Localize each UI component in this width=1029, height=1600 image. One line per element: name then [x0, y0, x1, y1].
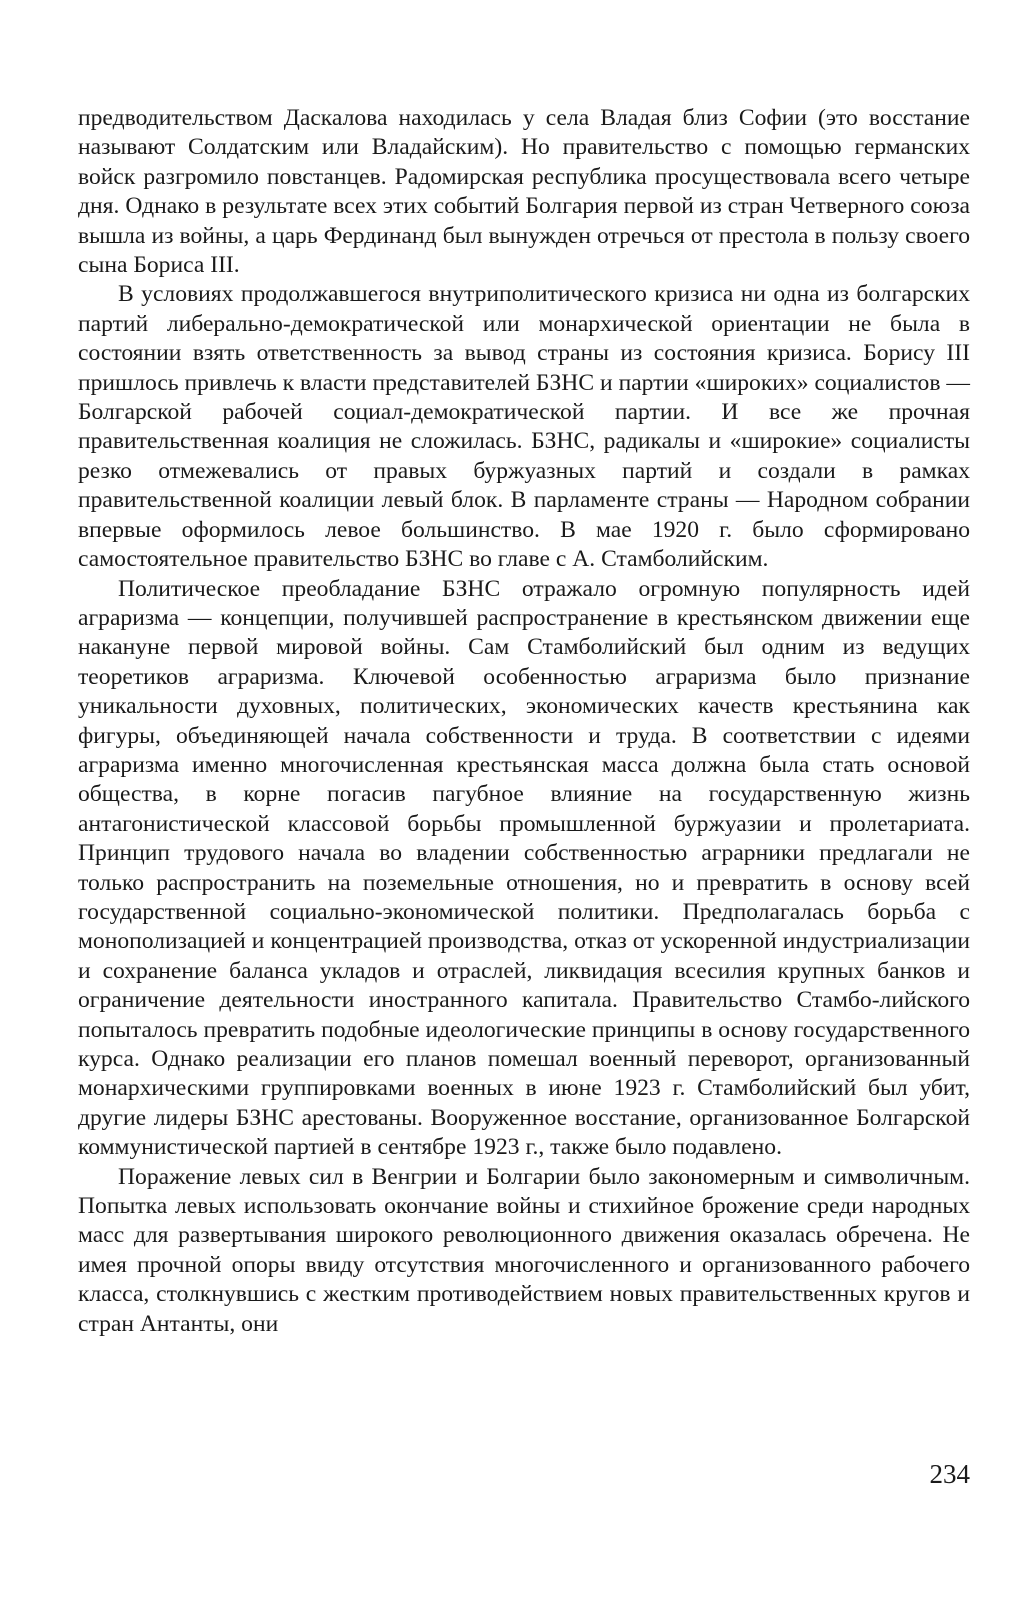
paragraph-continuation: предводительством Даскалова находилась у села Владая близ Софии (это восстание называют Солдатским или Владайским). Но правительство с помощью германских войск разгромило повстанцев. Радомирская республика просуществовала всего четыре дня. Однако в результате всех этих событий Болгария первой из стран Четверного союза вышла из войны, а царь Фердинанд был вынужден отречься от престола в пользу своего сына Бориса III. [78, 105, 970, 279]
page-body [78, 104, 970, 1339]
paragraph-political-crisis: В условиях продолжавшегося внутриполитического кризиса ни одна из болгарских партий либерально-демократической или монархической ориентации не была в состоянии взять ответственность за вывод страны из состояния кризиса. Борису III пришлось привлечь к власти представителей БЗНС и партии «широких» социалистов — Болгарской рабочей социал-демократической партии. И все же прочная правительственная коалиция не сложилась. БЗНС, радикалы и «широкие» социалисты резко отмежевались от правых буржуазных партий и создали в рамках правительственной коалиции левый блок. В парламенте страны — Народном собрании впервые оформилось левое большинство. В мае 1920 г. было сформировано самостоятельное правительство БЗНС во главе с А. Стамболийским. [78, 281, 970, 573]
paragraph-defeat-of-left: Поражение левых сил в Венгрии и Болгарии было закономерным и символичным. Попытка левых использовать окончание войны и стихийное брожение среди народных масс для развертывания широкого революционного движения оказалась обречена. Не имея прочной опоры ввиду отсутствия многочисленного и организованного рабочего класса, столкнувшись с жестким противодействием новых правительственных кругов и стран Антанты, они [78, 1163, 970, 1337]
page-number: 234 [929, 1459, 970, 1489]
paragraph-agrarianism: Политическое преобладание БЗНС отражало огромную популярность идей аграризма — концепции, получившей распространение в крестьянском движении еще накануне первой мировой войны. Сам Стамболийский был одним из ведущих теоретиков аграризма. Ключевой особенностью аграризма было признание уникальности духовных, политических, экономических качеств крестьянина как фигуры, объединяющей начала собственности и труда. В соответствии с идеями аграризма именно многочисленная крестьянская масса должна была стать основой общества, в корне погасив пагубное влияние на государственную жизнь антагонистической классовой борьбы промышленной буржуазии и пролетариата. Принцип трудового начала во владении собственностью аграрники предлагали не только распространить на поземельные отношения, но и превратить в основу всей государственной социально-экономической политики. Предполагалась борьба с монополизацией и концентрацией производства, отказ от ускоренной индустриализации и сохранение баланса укладов и отраслей, ликвидация всесилия крупных банков и ограничение деятельности иностранного капитала. Правительство Стамбо-лийского попыталось превратить подобные идеологические принципы в основу государственного курса. Однако реализации его планов помешал военный переворот, организованный монархическими группировками военных в июне 1923 г. Стамболийский был убит, другие лидеры БЗНС арестованы. Вооруженное восстание, организованное Болгарской коммунистической партией в сентябре 1923 г., также было подавлено. [78, 575, 970, 1161]
